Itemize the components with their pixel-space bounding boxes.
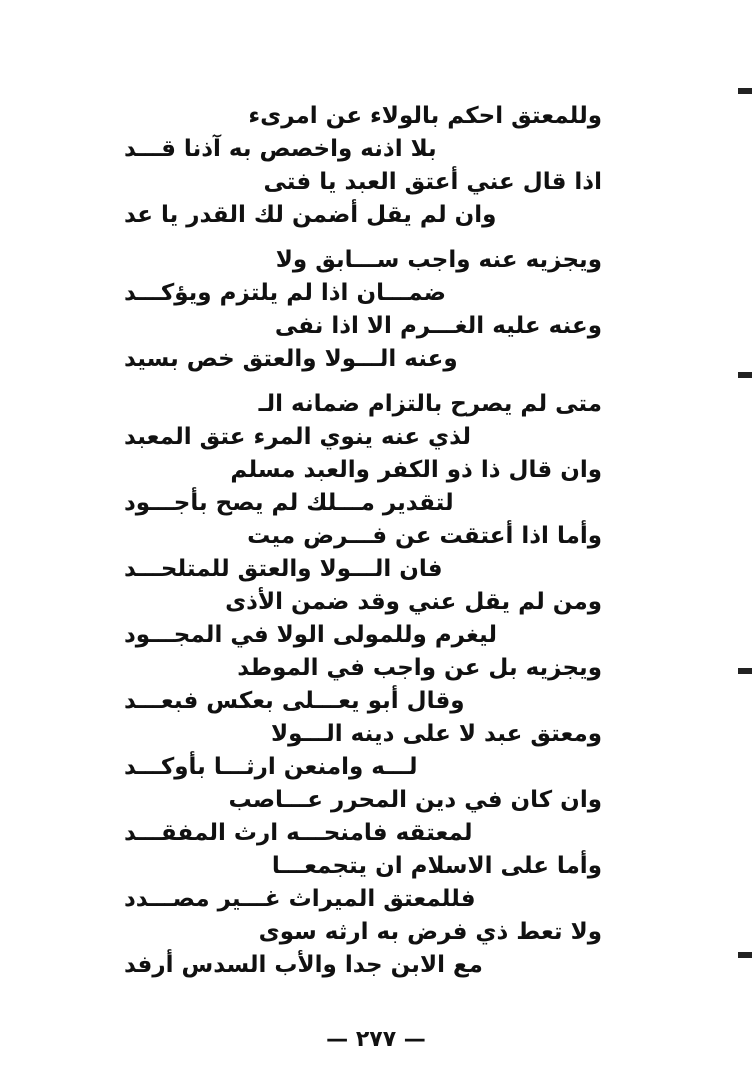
verse-first-hemistich: وعنه عليه الغـــرم الا اذا نفى: [274, 313, 602, 339]
verse-first-hemistich: وان كان في دين المحرر عـــاصب: [228, 787, 602, 813]
verse-first-hemistich: ولا تعط ذي فرض به ارثه سوى: [258, 919, 602, 945]
verse-first-hemistich: متى لم يصرح بالتزام ضمانه الـ: [258, 391, 602, 417]
edge-mark: [738, 372, 752, 378]
edge-mark: [738, 88, 752, 94]
edge-mark: [738, 668, 752, 674]
verse-first-hemistich: ويجزيه بل عن واجب في الموطد: [237, 655, 602, 681]
verse-second-hemistich: بلا اذنه واخصص به آذنا قـــد: [124, 136, 437, 162]
verse-second-hemistich: لـــه وامنعن ارثـــا بأوكـــد: [124, 754, 418, 780]
page-number: — ٢٧٧ —: [326, 1027, 426, 1052]
verse-first-hemistich: وان قال ذا ذو الكفر والعبد مسلم: [230, 457, 602, 483]
verse-second-hemistich: ضمـــان اذا لم يلتزم ويؤكـــد: [124, 280, 446, 306]
verse-first-hemistich: وللمعتق احكم بالولاء عن امرىء: [248, 103, 602, 129]
verse-first-hemistich: اذا قال عني أعتق العبد يا فتى: [263, 169, 602, 195]
verse-first-hemistich: ومعتق عبد لا على دينه الـــولا: [271, 721, 602, 747]
verse-second-hemistich: لتقدير مـــلك لم يصح بأجـــود: [124, 490, 454, 516]
verse-second-hemistich: فللمعتق الميراث غـــير مصـــدد: [124, 886, 476, 912]
verse-first-hemistich: وأما على الاسلام ان يتجمعـــا: [271, 853, 602, 879]
verse-first-hemistich: ويجزيه عنه واجب ســـابق ولا: [275, 247, 602, 273]
verse-second-hemistich: لمعتقه فامنحـــه ارث المفقـــد: [124, 820, 473, 846]
verse-second-hemistich: وان لم يقل أضمن لك القدر يا عد: [124, 202, 497, 228]
edge-mark: [738, 952, 752, 958]
verse-first-hemistich: وأما اذا أعتقت عن فـــرض ميت: [247, 523, 602, 549]
verse-second-hemistich: فان الـــولا والعتق للمتلحـــد: [124, 556, 443, 582]
verse-second-hemistich: وقال أبو يعـــلى بعكس فبعـــد: [124, 688, 465, 714]
verse-first-hemistich: ومن لم يقل عني وقد ضمن الأذى: [225, 589, 602, 615]
verse-second-hemistich: لذي عنه ينوي المرء عتق المعبد: [124, 424, 472, 450]
verse-second-hemistich: ليغرم وللمولى الولا في المجـــود: [124, 622, 497, 648]
verse-second-hemistich: وعنه الـــولا والعتق خص بسيد: [124, 346, 458, 372]
verse-second-hemistich: مع الابن جدا والأب السدس أرفد: [124, 952, 483, 978]
poem-text: [118, 100, 602, 982]
